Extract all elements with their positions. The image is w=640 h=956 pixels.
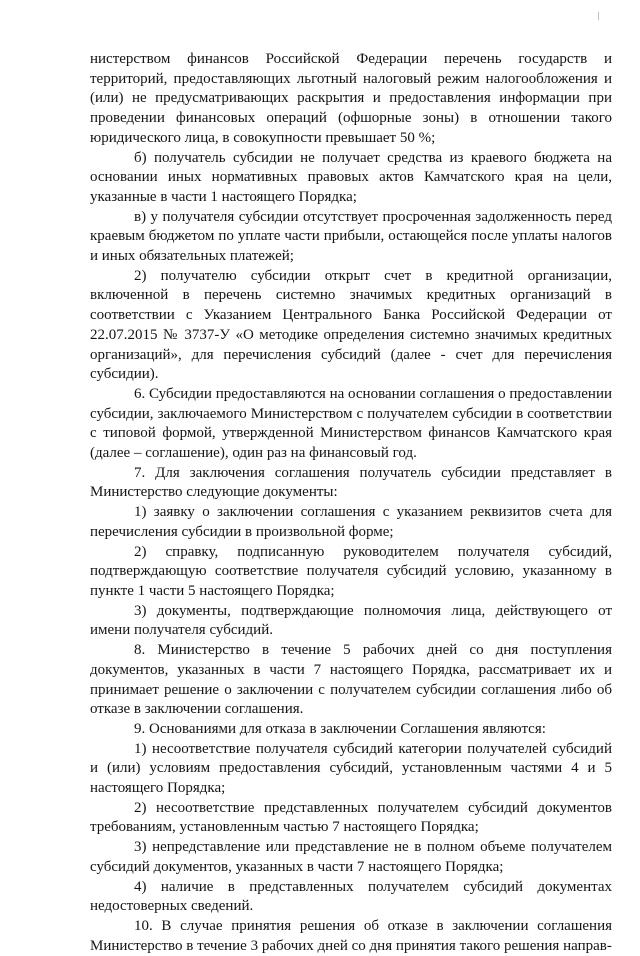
paragraph-section-8: 8. Министерство в течение 5 рабочих дней со дня поступления документов, указанных в части 7 настоящего Порядка, рассматривает их и принимает решение о заключении с получателем субсидии соглашения либо об отказе в заключении соглашения. xyxy=(90,642,612,718)
paragraph-section-7-item-3: 3) документы, подтверждающие полномочия лица, действующего от имени получателя субсидий. xyxy=(90,602,612,639)
paragraph-section-6: 6. Субсидии предоставляются на основании соглашения о предоставлении субсидии, заключаемого Министерством с получателем субсидии в соответствии с типовой формой, утвержденной Министерством финансов Камчатского края (далее – соглашение), один раз на финансовый год. xyxy=(90,385,612,462)
scan-mark xyxy=(598,12,599,20)
paragraph-section-9-item-1: 1) несоответствие получателя субсидий категории получателей субсидий и (или) условиям предоставления субсидий, установленным частями 4 и 5 настоящего Порядка; xyxy=(90,740,612,797)
paragraph-item-2: 2) получателю субсидии открыт счет в кредитной организации, включенной в перечень системно значимых кредитных организаций в соответствии с Указанием Центрального Банка Российской Федерации от 22.07.2015 № 3737-У «О методике определения системно значимых кредитных организаций», для перечисления субсидий (далее - счет для перечисления субсидии). xyxy=(90,267,612,383)
paragraph-section-7-item-1: 1) заявку о заключении соглашения с указанием реквизитов счета для перечисления субсидии в произвольной форме; xyxy=(90,504,612,540)
paragraph-section-9-item-4: 4) наличие в представленных получателем субсидий документах недостоверных сведений. xyxy=(90,878,612,915)
paragraph-section-7: 7. Для заключения соглашения получатель субсидии представляет в Министерство следующие документы: xyxy=(90,464,612,501)
paragraph-section-9: 9. Основаниями для отказа в заключении Соглашения являются: xyxy=(134,720,546,737)
paragraph-continuation: нистерством финансов Российской Федерации перечень государств и территорий, предоставляющих льготный налоговый режим налогообложения и (или) не предусматривающих раскрытия и предоставления информации при проведении финансовых операций (офшорные зоны) в отношении такого юридического лица, в совокупности превышает 50 %; xyxy=(90,51,612,146)
paragraph-item-b: б) получатель субсидии не получает средства из краевого бюджета на основании иных нормативных правовых актов Камчатского края на цели, указанные в части 1 настоящего Порядка; xyxy=(90,149,612,205)
paragraph-section-9-item-3: 3) непредставление или представление не в полном объеме получателем субсидий документов, указанных в части 7 настоящего Порядка; xyxy=(90,839,612,875)
paragraph-section-9-item-2: 2) несоответствие представленных получателем субсидий документов требованиям, установленным частью 7 настоящего Порядка; xyxy=(90,799,612,836)
paragraph-section-7-item-2: 2) справку, подписанную руководителем получателя субсидий, подтверждающую соответствие получателя субсидий условию, указанному в пункте 1 части 5 настоящего Порядка; xyxy=(90,543,612,599)
document-body xyxy=(90,50,612,956)
paragraph-section-10: 10. В случае принятия решения об отказе в заключении соглашения Министерство в течение 3 рабочих дней со дня принятия такого решения направ- xyxy=(90,917,612,954)
paragraph-item-v: в) у получателя субсидии отсутствует просроченная задолженность перед краевым бюджетом по уплате части прибыли, остающейся после уплаты налогов и иных обязательных платежей; xyxy=(90,208,612,265)
